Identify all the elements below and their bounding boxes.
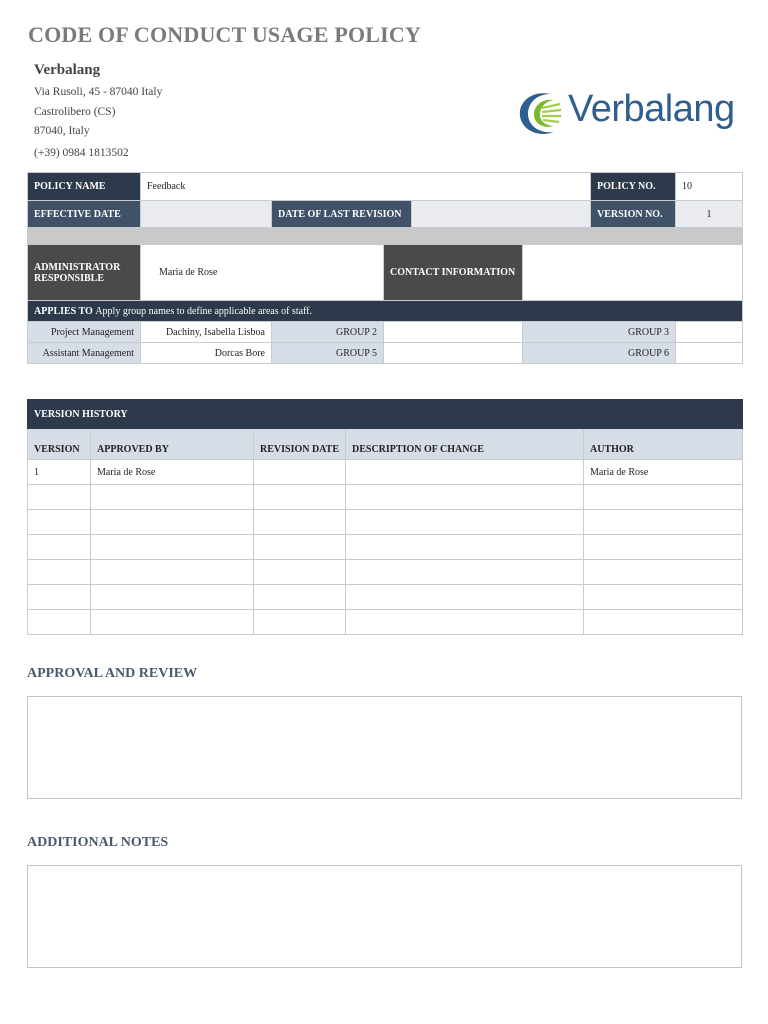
table-cell[interactable] bbox=[91, 510, 254, 535]
policy-name-label: POLICY NAME bbox=[28, 173, 141, 201]
table-row bbox=[28, 560, 743, 585]
policy-name-value[interactable]: Feedback bbox=[141, 173, 591, 201]
table-cell[interactable]: 1 bbox=[28, 460, 91, 485]
last-revision-label: DATE OF LAST REVISION bbox=[272, 201, 412, 228]
version-history-header-row bbox=[28, 429, 743, 460]
table-cell[interactable] bbox=[346, 460, 584, 485]
table-row bbox=[28, 485, 743, 510]
table-cell[interactable] bbox=[254, 510, 346, 535]
table-row bbox=[28, 585, 743, 610]
table-cell[interactable] bbox=[91, 485, 254, 510]
table-row bbox=[28, 610, 743, 635]
table-cell[interactable] bbox=[91, 610, 254, 635]
table-cell[interactable] bbox=[584, 610, 743, 635]
approval-section-title: APPROVAL AND REVIEW bbox=[27, 666, 198, 681]
company-logo bbox=[516, 86, 736, 140]
group-1-value[interactable]: Dachiny, Isabella Lisboa bbox=[141, 322, 272, 343]
table-cell[interactable] bbox=[346, 510, 584, 535]
table-cell[interactable] bbox=[28, 485, 91, 510]
address-line-3: 87040, Italy bbox=[34, 125, 90, 137]
table-cell[interactable] bbox=[254, 560, 346, 585]
col-header-description: DESCRIPTION OF CHANGE bbox=[346, 429, 584, 460]
version-history-table bbox=[27, 399, 743, 635]
table-cell[interactable] bbox=[254, 460, 346, 485]
col-header-approved-by: APPROVED BY bbox=[91, 429, 254, 460]
table-row bbox=[28, 535, 743, 560]
table-cell[interactable] bbox=[346, 535, 584, 560]
last-revision-value[interactable] bbox=[412, 201, 591, 228]
table-cell[interactable] bbox=[28, 610, 91, 635]
table-cell[interactable] bbox=[28, 535, 91, 560]
administrator-value[interactable]: Maria de Rose bbox=[141, 245, 384, 301]
group-4-label: Assistant Management bbox=[28, 343, 141, 364]
version-history-title: VERSION HISTORY bbox=[28, 400, 743, 429]
table-cell[interactable] bbox=[584, 585, 743, 610]
version-number-value[interactable]: 1 bbox=[676, 201, 743, 228]
table-cell[interactable] bbox=[584, 535, 743, 560]
table-cell[interactable] bbox=[28, 585, 91, 610]
page-title: CODE OF CONDUCT USAGE POLICY bbox=[28, 22, 422, 47]
additional-notes-box[interactable] bbox=[27, 865, 742, 968]
logo-wordmark: Verbalang bbox=[568, 88, 735, 130]
table-row bbox=[28, 510, 743, 535]
table-cell[interactable]: Maria de Rose bbox=[584, 460, 743, 485]
table-cell[interactable]: Maria de Rose bbox=[91, 460, 254, 485]
applies-to-label: APPLIES TO bbox=[34, 305, 93, 317]
applies-to-bar bbox=[28, 301, 743, 322]
group-6-value[interactable] bbox=[676, 343, 743, 364]
table-cell[interactable] bbox=[254, 485, 346, 510]
effective-date-label: EFFECTIVE DATE bbox=[28, 201, 141, 228]
group-3-value[interactable] bbox=[676, 322, 743, 343]
table-cell[interactable] bbox=[346, 585, 584, 610]
group-3-label: GROUP 3 bbox=[523, 322, 676, 343]
group-4-value[interactable]: Dorcas Bore bbox=[141, 343, 272, 364]
table-cell[interactable] bbox=[584, 560, 743, 585]
contact-info-value[interactable] bbox=[523, 245, 743, 301]
table-cell[interactable] bbox=[584, 485, 743, 510]
version-number-label: VERSION NO. bbox=[591, 201, 676, 228]
contact-info-label: CONTACT INFORMATION bbox=[384, 245, 523, 301]
address-line-1: Via Rusoli, 45 - 87040 Italy bbox=[34, 86, 163, 98]
table-cell[interactable] bbox=[28, 510, 91, 535]
logo-swirl-icon bbox=[516, 88, 566, 138]
table-cell[interactable] bbox=[346, 485, 584, 510]
group-5-label: GROUP 5 bbox=[272, 343, 384, 364]
table-cell[interactable] bbox=[28, 560, 91, 585]
divider-bar bbox=[28, 228, 743, 245]
table-cell[interactable] bbox=[91, 560, 254, 585]
table-cell[interactable] bbox=[584, 510, 743, 535]
group-5-value[interactable] bbox=[384, 343, 523, 364]
group-2-label: GROUP 2 bbox=[272, 322, 384, 343]
table-cell[interactable] bbox=[254, 585, 346, 610]
applies-to-hint: Apply group names to define applicable areas of staff. bbox=[95, 305, 313, 317]
col-header-version: VERSION bbox=[28, 429, 91, 460]
table-cell[interactable] bbox=[91, 535, 254, 560]
company-name: Verbalang bbox=[34, 62, 101, 78]
effective-date-value[interactable] bbox=[141, 201, 272, 228]
approval-review-box[interactable] bbox=[27, 696, 742, 799]
table-cell[interactable] bbox=[254, 610, 346, 635]
phone-number: (+39) 0984 1813502 bbox=[34, 147, 129, 159]
table-cell[interactable] bbox=[346, 610, 584, 635]
policy-info-table bbox=[27, 172, 743, 364]
group-2-value[interactable] bbox=[384, 322, 523, 343]
table-cell[interactable] bbox=[91, 585, 254, 610]
col-header-revision-date: REVISION DATE bbox=[254, 429, 346, 460]
address-line-2: Castrolibero (CS) bbox=[34, 106, 116, 118]
group-1-label: Project Management bbox=[28, 322, 141, 343]
notes-section-title: ADDITIONAL NOTES bbox=[27, 835, 169, 850]
table-row bbox=[28, 460, 743, 485]
table-cell[interactable] bbox=[254, 535, 346, 560]
policy-number-value[interactable]: 10 bbox=[676, 173, 743, 201]
table-cell[interactable] bbox=[346, 560, 584, 585]
administrator-label: ADMINISTRATOR RESPONSIBLE bbox=[28, 245, 141, 301]
col-header-author: AUTHOR bbox=[584, 429, 743, 460]
policy-number-label: POLICY NO. bbox=[591, 173, 676, 201]
group-6-label: GROUP 6 bbox=[523, 343, 676, 364]
